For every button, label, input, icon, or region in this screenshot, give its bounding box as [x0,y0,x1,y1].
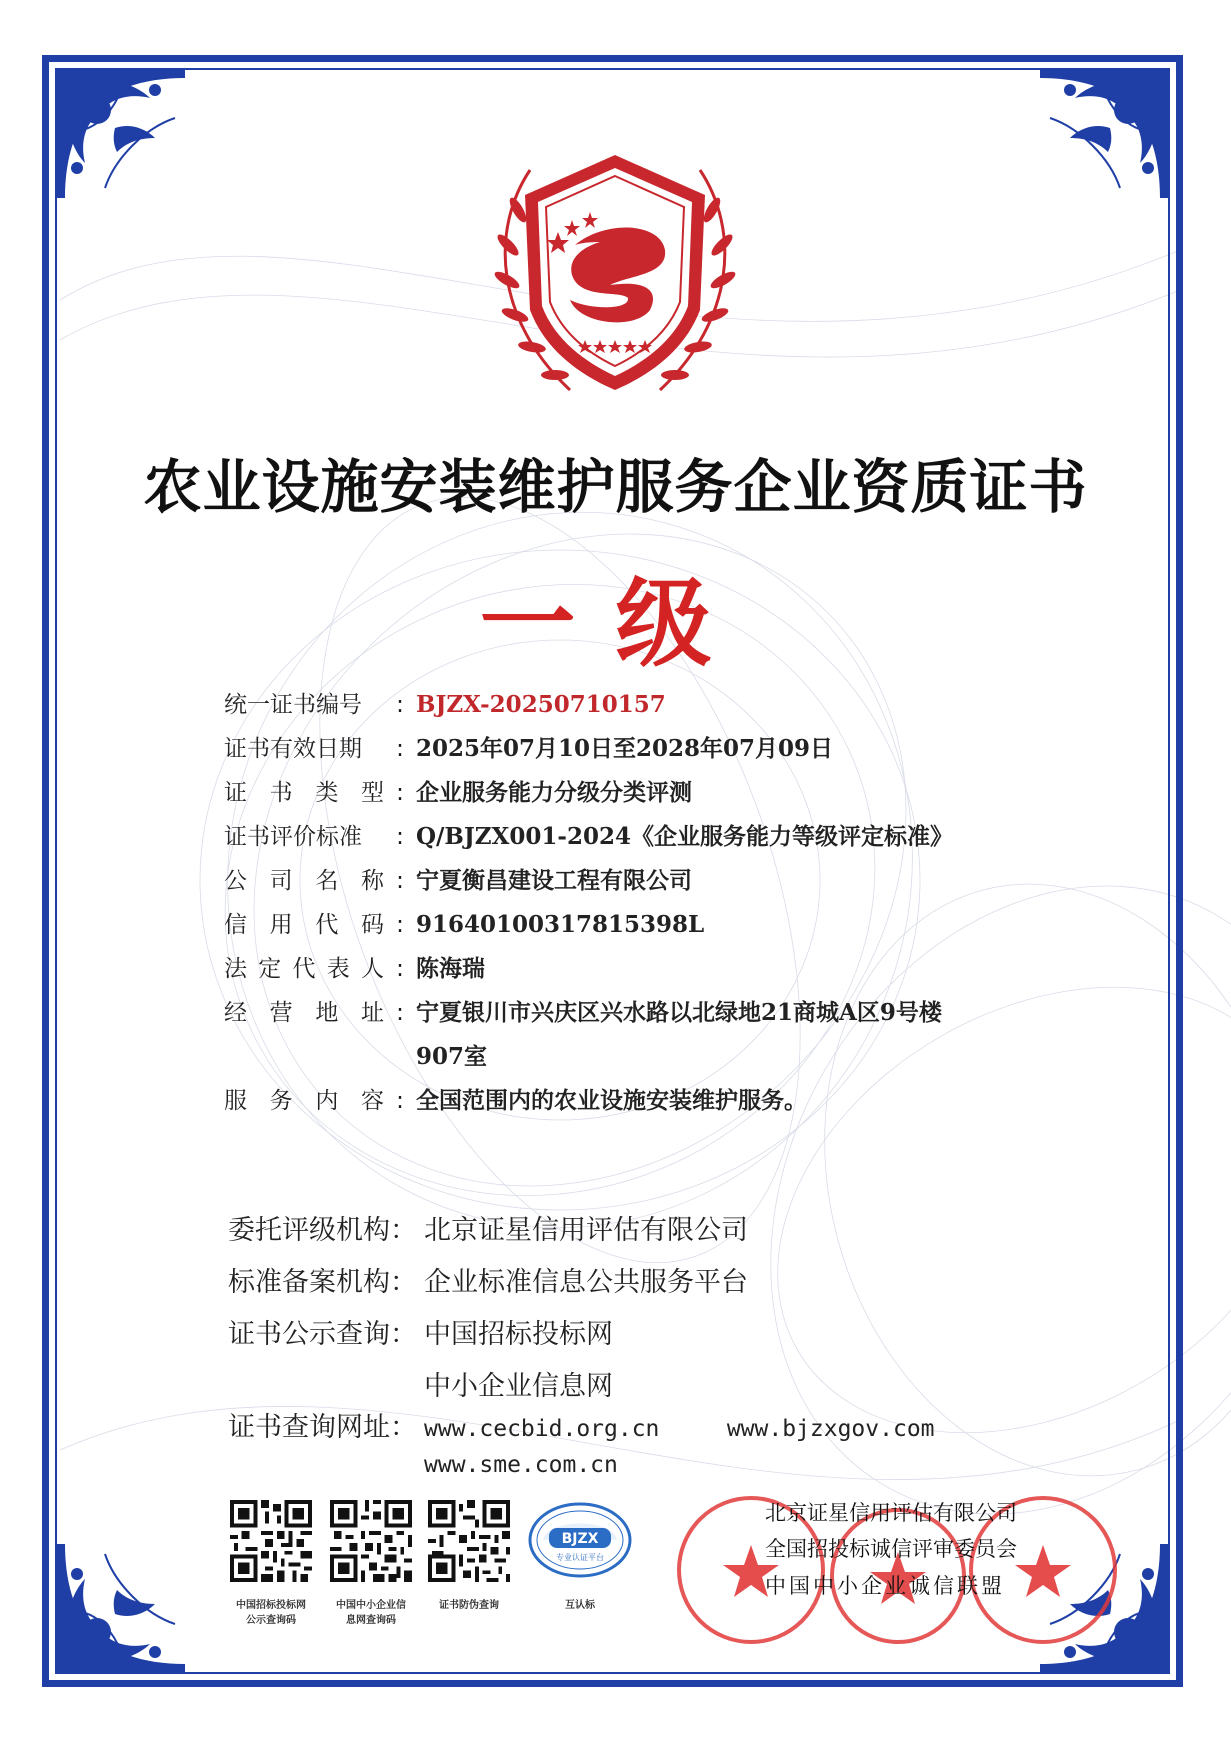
field-row: 统一证书编号 : BJZX-20250710157 [224,683,1044,727]
business-address: 宁夏银川市兴庆区兴水路以北绿地21商城A区9号楼 907室 [416,999,942,1070]
field-row: 信 用 代 码 : 91640100317815398L [224,903,1044,947]
service-scope: 全国范围内的农业设施安装维护服务。 [416,1087,807,1114]
url-link[interactable]: www.bjzxgov.com [726,1416,935,1442]
field-row: 法 定 代 表 人 : 陈海瑞 [224,947,1044,991]
badge-caption: 互认标 [565,1600,595,1611]
publicity-query: 中国招标投标网 中小企业信息网 [424,1319,613,1402]
org-row [228,1205,1048,1257]
corner-ornament-icon [55,68,185,198]
seal-text-line: 全国招投标诚信评审委员会 [765,1537,1017,1561]
field-label: 经 营 地 址 [224,1000,384,1026]
field-label: 服 务 内 容 [224,1088,384,1114]
seal-text-line: 中国中小企业诚信联盟 [765,1574,1005,1598]
organization-info [228,1205,1048,1413]
field-label: 法 定 代 表 人 [224,956,384,982]
field-label: 统一证书编号 [224,692,362,718]
field-label: 信 用 代 码 [224,912,384,938]
field-label: 证 书 类 型 [224,780,384,806]
field-label: 证书评价标准 [224,824,362,850]
url-label: 证书查询网址： [228,1412,417,1443]
org-row [228,1257,1048,1309]
field-row: 公 司 名 称 : 宁夏衡昌建设工程有限公司 [224,859,1044,903]
certificate-number: BJZX-20250710157 [416,691,666,718]
field-row: 证 书 类 型 : 企业服务能力分级分类评测 [224,771,1044,815]
org-label: 委托评级机构： [228,1215,417,1246]
qr-caption: 证书防伪查询 [439,1600,499,1611]
validity-dates: 2025年07月10日至2028年07月09日 [416,735,834,762]
field-label: 证书有效日期 [224,736,362,762]
corner-ornament-icon [55,1544,185,1674]
certificate-fields [224,683,1044,1123]
grade-level: 一级 [479,567,752,680]
query-urls [228,1408,935,1485]
shield-laurel-emblem-icon [460,150,770,420]
org-label: 标准备案机构： [228,1267,417,1298]
filing-agency: 企业标准信息公共服务平台 [424,1267,748,1298]
field-label: 公 司 名 称 [224,868,384,894]
evaluation-standard: Q/BJZX001-2024《企业服务能力等级评定标准》 [416,823,953,850]
badge-subtitle: 专业认证平台 [556,1553,604,1562]
url-link[interactable]: www.cecbid.org.cn [424,1416,660,1442]
qr-code-icon[interactable] [428,1500,510,1582]
qr-code-icon[interactable] [230,1500,312,1582]
url-link[interactable]: www.sme.com.cn [424,1452,618,1478]
field-row: 证书有效日期 : 2025年07月10日至2028年07月09日 [224,727,1044,771]
bjzx-badge-icon [527,1500,633,1580]
field-row: 经 营 地 址 : 宁夏银川市兴庆区兴水路以北绿地21商城A区9号楼 907室 [224,991,1044,1079]
qr-code-icon[interactable] [330,1500,412,1582]
url-row [228,1408,935,1485]
qr-caption: 中国招标投标网 公示查询码 [236,1600,306,1626]
badge-name: BJZX [561,1531,599,1547]
company-name: 宁夏衡昌建设工程有限公司 [416,867,692,894]
qr-caption: 中国中小企业信 息网查询码 [336,1600,406,1626]
field-row: 服 务 内 容 : 全国范围内的农业设施安装维护服务。 [224,1079,1044,1123]
corner-ornament-icon [1040,68,1170,198]
rating-agency: 北京证星信用评估有限公司 [424,1215,748,1246]
certificate-title: 农业设施安装维护服务企业资质证书 [143,453,1088,521]
org-row [228,1309,1048,1413]
credit-code: 91640100317815398L [416,911,705,938]
org-label: 证书公示查询： [228,1319,417,1350]
seal-text-line: 北京证星信用评估有限公司 [765,1501,1017,1525]
legal-representative: 陈海瑞 [416,955,485,982]
field-row: 证书评价标准 : Q/BJZX001-2024《企业服务能力等级评定标准》 [224,815,1044,859]
certificate-type: 企业服务能力分级分类评测 [416,779,692,806]
